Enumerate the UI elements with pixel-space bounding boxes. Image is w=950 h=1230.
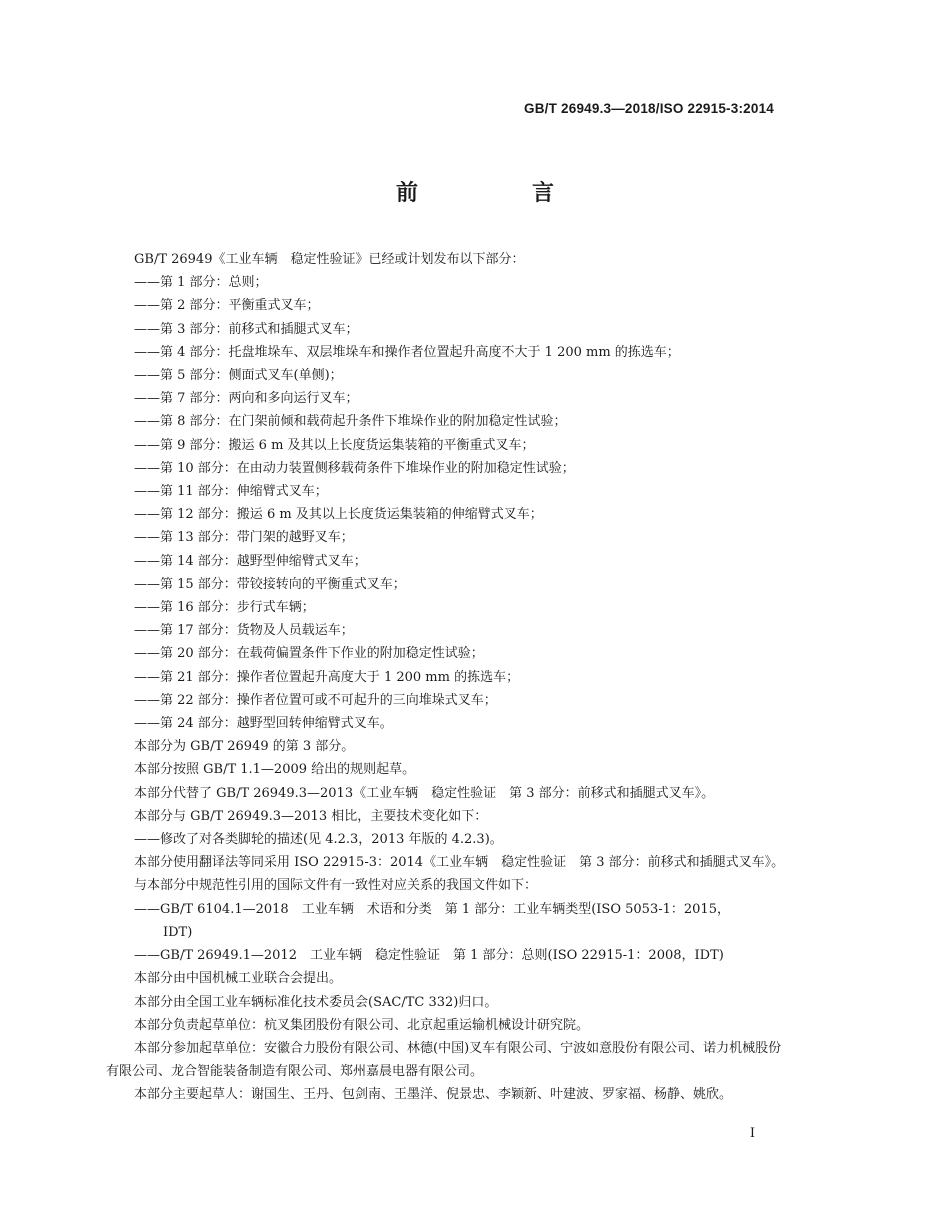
part-item: ——第 10 部分：在由动力装置侧移载荷条件下堆垛作业的附加稳定性试验； — [134, 460, 575, 476]
body-paragraph: 与本部分中规范性引用的国际文件有一致性对应关系的我国文件如下： — [134, 878, 538, 894]
reference-item: ——GB/T 6104.1—2018 工业车辆 术语和分类 第 1 部分：工业车辆类型(ISO 5053-1：2015， — [134, 901, 730, 917]
body-paragraph: 本部分使用翻译法等同采用 ISO 22915-3：2014《工业车辆 稳定性验证 第 3 部分：前移式和插腿式叉车》。 — [134, 855, 785, 871]
part-item: ——第 4 部分：托盘堆垛车、双层堆垛车和操作者位置起升高度不大于 1 200 mm 的拣选车； — [134, 344, 680, 360]
body-paragraph: 本部分为 GB/T 26949 的第 3 部分。 — [134, 739, 355, 755]
part-item: ——第 14 部分：越野型伸缩臂式叉车； — [134, 553, 367, 569]
intro-paragraph: GB/T 26949《工业车辆 稳定性验证》已经或计划发布以下部分： — [134, 252, 525, 267]
part-item: ——第 13 部分：带门架的越野叉车； — [134, 530, 354, 546]
part-item: ——第 22 部分：操作者位置可或不可起升的三向堆垛式叉车； — [134, 692, 497, 708]
part-item: ——第 3 部分：前移式和插腿式叉车； — [134, 321, 359, 337]
part-item: ——第 12 部分：搬运 6 m 及其以上长度货运集装箱的伸缩臂式叉车； — [134, 507, 543, 523]
part-item: ——第 16 部分：步行式车辆； — [134, 600, 315, 616]
body-paragraph: 本部分主要起草人：谢国生、王丹、包剑南、王墨洋、倪景忠、李颖新、叶建波、罗家福、杨静、姚欣。 — [134, 1087, 733, 1103]
part-item: ——第 17 部分：货物及人员载运车； — [134, 623, 354, 639]
foreword-body — [106, 248, 786, 1107]
body-paragraph: 本部分负责起草单位：杭叉集团股份有限公司、北京起重运输机械设计研究院。 — [134, 1017, 590, 1033]
body-paragraph: 本部分与 GB/T 26949.3—2013 相比，主要技术变化如下： — [134, 808, 488, 824]
body-paragraph: 本部分参加起草单位：安徽合力股份有限公司、林德(中国)叉车有限公司、宁波如意股份有限公司、诺力机械股份有限公司、龙合智能装备制造有限公司、郑州嘉晨电器有限公司。 — [106, 1040, 782, 1080]
body-paragraph: 本部分按照 GB/T 1.1—2009 给出的规则起草。 — [134, 762, 416, 778]
part-item: ——第 11 部分：伸缩臂式叉车； — [134, 484, 328, 500]
part-item: ——第 9 部分：搬运 6 m 及其以上长度货运集装箱的平衡重式叉车； — [134, 437, 535, 453]
body-paragraph: ——修改了对各类脚轮的描述(见 4.2.3，2013 年版的 4.2.3)。 — [134, 832, 503, 848]
page-number: I — [749, 1126, 755, 1141]
reference-item-continued: IDT) — [163, 924, 193, 940]
body-paragraph: 本部分由中国机械工业联合会提出。 — [134, 971, 343, 987]
part-item: ——第 1 部分：总则； — [134, 275, 268, 291]
part-item: ——第 5 部分：侧面式叉车(单侧)； — [134, 368, 343, 384]
page-title: 前 言 — [395, 180, 600, 206]
reference-item: ——GB/T 26949.1—2012 工业车辆 稳定性验证 第 1 部分：总则(ISO 22915-1：2008，IDT) — [134, 948, 724, 964]
part-item: ——第 21 部分：操作者位置起升高度大于 1 200 mm 的拣选车； — [134, 669, 520, 685]
part-item: ——第 24 部分：越野型回转伸缩臂式叉车。 — [134, 716, 393, 732]
part-item: ——第 8 部分：在门架前倾和载荷起升条件下堆垛作业的附加稳定性试验； — [134, 414, 567, 430]
body-paragraph: 本部分由全国工业车辆标准化技术委员会(SAC/TC 332)归口。 — [134, 994, 498, 1010]
standard-code-header: GB/T 26949.3—2018/ISO 22915-3:2014 — [524, 101, 774, 116]
part-item: ——第 15 部分：带铰接转向的平衡重式叉车； — [134, 576, 406, 592]
part-item: ——第 7 部分：两向和多向运行叉车； — [134, 391, 359, 407]
body-paragraph: 本部分代替了 GB/T 26949.3—2013《工业车辆 稳定性验证 第 3 部分：前移式和插腿式叉车》。 — [134, 785, 715, 801]
part-item: ——第 2 部分：平衡重式叉车； — [134, 298, 320, 314]
part-item: ——第 20 部分：在载荷偏置条件下作业的附加稳定性试验； — [134, 646, 484, 662]
